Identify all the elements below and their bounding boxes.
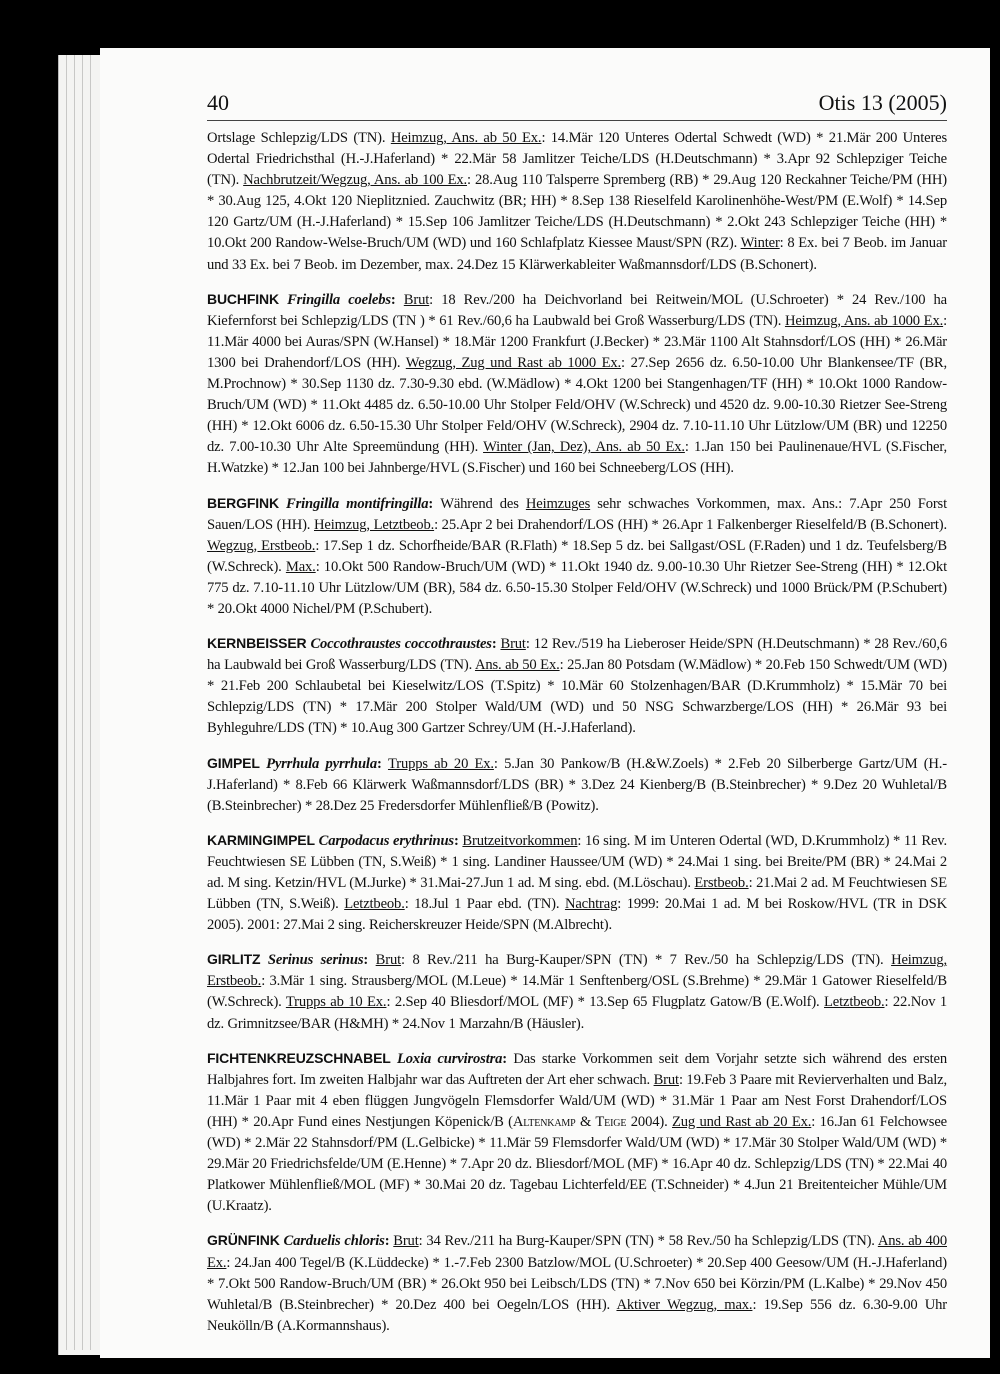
scientific-name: Loxia curvirostra — [397, 1050, 503, 1067]
species-name: BERGFINK — [207, 494, 279, 511]
section-label: Trupps ab 20 Ex. — [387, 755, 494, 772]
scientific-name: Fringilla coelebs — [287, 291, 391, 308]
section-label: Letztbeob. — [824, 994, 885, 1011]
running-header — [207, 86, 947, 121]
entry-text: : 3.Mär 1 sing. Strausberg/MOL (M.Leue) * 14.Mär 1 Senftenberg/OSL (S.Brehme) * 29.Mär 1 Gatower Rieselfeld/B (W.Schreck). — [207, 973, 947, 1011]
species-name: KARMINGIMPEL — [207, 831, 315, 848]
entry-text: : 18 Rev./200 ha Deichvorland bei Reitwein/MOL (U.Schroeter) * 24 Rev./100 ha Kiefernforst bei Schlepzig/LDS (TN ) * 61 Rev./60,6 ha Laubwald bei Groß Wasserburg/LDS (TN). — [207, 291, 948, 329]
journal-title: Otis 13 (2005) — [818, 90, 947, 115]
species-entry — [207, 949, 947, 1034]
section-label: Aktiver Wegzug, max. — [616, 1296, 753, 1313]
entry-text: : 28.Aug 110 Talsperre Spremberg (RB) * 29.Aug 120 Reckahner Teiche/PM (HH) * 30.Aug 125, 4.Okt 120 Nieplitznied. Zauchwitz (BR; HH) * 8.Sep 138 Rieselfeld Karolinenhöhe-West/PM (E.Wolf) * 14.Sep 120 Gartz/UM (H.-J.Haferland) * 15.Sep 106 Jamlitzer Teiche/LDS (H.Deutschmann) * 2.Okt 243 Schlepziger Teiche (HH) * 10.Okt 200 Randow-Welse-Bruch/UM (WD) und 160 Schlafplatz Kiessee Maust/SPN (RZ). — [207, 172, 948, 252]
citation-authors: Altenkamp & Teige — [512, 1113, 627, 1130]
entry-text: : 21.Mai 2 ad. M Feuchtwiesen SE Lübben (TN, S.Weiß). — [207, 875, 947, 913]
section-label: Nachtrag — [564, 896, 618, 913]
section-label: Letztbeob. — [344, 896, 405, 913]
species-name: GRÜNFINK — [207, 1232, 280, 1249]
section-label: Brut — [375, 952, 402, 969]
separator: : — [384, 1233, 394, 1250]
page-edge — [82, 55, 83, 1350]
entry-text: : 1999: 20.Mai 1 ad. M bei Roskow/HVL (TR in DSK 2005). 2001: 27.Mai 2 sing. Reicherskreuzer Heide/SPN (M.Albrecht). — [207, 896, 947, 934]
separator: : — [491, 636, 501, 653]
entry-text: : 1.Jan 150 bei Paulinenaue/HVL (S.Fischer, H.Watzke) * 12.Jan 100 bei Jahnberge/HVL (S.Fischer) und 160 bei Schneeberg/LOS (HH). — [207, 439, 947, 477]
entry-text: : 25.Apr 2 bei Drahendorf/LOS (HH) * 26.Apr 1 Falkenberger Rieselfeld/B (B.Schonert). — [434, 516, 947, 533]
species-name: GIRLITZ — [207, 951, 261, 968]
entry-text: : 24.Jan 400 Tegel/B (K.Lüddecke) * 1.-7.Feb 2300 Batzlow/MOL (U.Schroeter) * 20.Sep 400 Geesow/UM (H.-J.Haferland) * 7.Okt 500 Randow-Bruch/UM (BR) * 26.Okt 950 bei Leibsch/LDS (TN) * 7.Nov 650 bei Körzin/PM (L.Kalbe) * 29.Nov 450 Wuhletal/B (B.Steinbrecher) * 20.Dez 400 bei Oegeln/LOS (HH). — [207, 1254, 947, 1313]
entry-text: : 19.Sep 556 dz. 6.30-9.00 Uhr Neukölln/B (A.Kormannshaus). — [207, 1296, 947, 1334]
section-label: Brutzeitvorkommen — [462, 832, 578, 849]
entry-text: Ortslage Schlepzig/LDS (TN). — [207, 130, 391, 146]
separator: : — [377, 755, 388, 772]
page — [100, 48, 990, 1358]
section-label: Winter — [740, 235, 780, 252]
entry-text: : 12 Rev./519 ha Lieberoser Heide/SPN (H.Deutschmann) * 28 Rev./60,6 ha Laubwald bei Groß Wasserburg/LDS (TN). — [207, 636, 948, 674]
section-label: Wegzug, Erstbeob. — [207, 537, 316, 554]
species-name: KERNBEISSER — [207, 635, 307, 652]
separator: : — [390, 291, 404, 308]
section-label: Heimzug, Ans. ab 50 Ex. — [390, 130, 542, 146]
section-label: Nachbrutzeit/Wegzug, Ans. ab 100 Ex. — [243, 172, 468, 189]
page-edge — [74, 55, 75, 1350]
entry-text: : 10.Okt 500 Randow-Bruch/UM (WD) * 11.Okt 1940 dz. 9.00-10.30 Uhr Rietzer See-Streng (HH) * 12.Okt 775 dz. 7.10-11.10 Uhr Lützlow/UM (BR), 584 dz. 6.50-15.30 Stolper Feld/OHV (W.Schreck) und 1000 Brück/PM (P.Schubert) * 20.Okt 4000 Nichel/PM (P.Schubert). — [207, 558, 947, 617]
separator: : — [453, 832, 463, 849]
scientific-name: Pyrrhula pyrrhula — [266, 755, 377, 772]
section-label: Zug und Rast ab 20 Ex. — [672, 1113, 812, 1130]
separator: : — [502, 1050, 514, 1067]
section-label: Heimzug, Ans. ab 1000 Ex. — [784, 312, 944, 329]
entry-text: : 8 Rev./211 ha Burg-Kauper/SPN (TN) * 7 Rev./50 ha Schlepzig/LDS (TN). — [401, 952, 892, 969]
section-label: Ans. ab 50 Ex. — [474, 657, 560, 674]
entry-text: Während des — [440, 495, 526, 512]
species-entry — [207, 633, 947, 739]
entry-text: : 19.Feb 3 Paare mit Revierverhalten und Balz, 11.Mär 1 Paar mit 4 eben flüggen Jungvögeln Flemsdorfer Wald/UM (WD) * 31.Mär 1 Paar am Nest Forst Drahendorf/LOS (HH) * 20.Apr Fund eines Nestjungen Köpenick/B ( — [207, 1071, 948, 1130]
species-entry — [207, 289, 947, 480]
scientific-name: Carpodacus erythrinus — [318, 832, 454, 849]
separator: : — [363, 952, 376, 969]
entry-text: 2004). — [626, 1113, 673, 1130]
entry-text: : 8 Ex. bei 7 Beob. im Januar und 33 Ex. bei 7 Beob. im Dezember, max. 24.Dez 15 Klärwerkableiter Waßmannsdorf/LDS (B.Schonert). — [207, 235, 947, 273]
entry-text: : 2.Sep 40 Bliesdorf/MOL (MF) * 13.Sep 65 Flugplatz Gatow/B (E.Wolf). — [386, 994, 825, 1011]
entry-text: : 14.Mär 120 Unteres Odertal Schwedt (WD) * 21.Mär 200 Unteres Odertal Friedrichsthal (H.-J.Haferland) * 22.Mär 58 Jamlitzer Teiche/LDS (H.Deutschmann) * 3.Apr 92 Schlepziger Teiche (TN). — [207, 130, 948, 189]
section-label: Wegzug, Zug und Rast ab 1000 Ex. — [405, 354, 622, 371]
section-label: Brut — [653, 1071, 679, 1088]
species-name: FICHTENKREUZSCHNABEL — [207, 1049, 391, 1066]
page-number: 40 — [207, 90, 229, 115]
species-entry — [207, 753, 947, 817]
scientific-name: Serinus serinus — [267, 952, 364, 969]
species-entry — [207, 128, 947, 276]
entry-text: : 5.Jan 30 Pankow/B (H.&W.Zoels) * 2.Feb 20 Silberberge Gartz/UM (H.-J.Haferland) * 8.Feb 66 Klärwerk Waßmannsdorf/LDS (BR) * 3.Dez 24 Kienberg/B (B.Steinbrecher) * 9.Dez 20 Wuhletal/B (B.Steinbrecher) * 28.Dez 25 Fredersdorfer Mühlenfließ/B (Powitz). — [207, 755, 948, 814]
separator: : — [428, 495, 441, 512]
species-entry — [207, 830, 947, 936]
section-label: Ans. ab 400 Ex. — [207, 1233, 947, 1271]
species-entry — [207, 1230, 947, 1336]
entry-text: : 18.Jul 1 Paar ebd. (TN). — [404, 896, 565, 913]
entry-text: : 11.Mär 4000 bei Auras/SPN (W.Hansel) * 18.Mär 1200 Frankfurt (J.Becker) * 23.Mär 1100 Alt Stahnsdorf/LOS (HH) * 26.Mär 1300 bei Drahendorf/LOS (HH). — [207, 312, 947, 371]
species-entry — [207, 1048, 947, 1218]
scientific-name: Coccothraustes coccothraustes — [310, 636, 492, 653]
entry-text: : 16.Jan 61 Felchowsee (WD) * 2.Mär 22 Stahnsdorf/PM (L.Gelbicke) * 11.Mär 59 Flemsdorfer Wald/UM (WD) * 17.Mär 30 Stolper Wald/UM (WD) * 29.Mär 20 Friedrichsfelde/UM (E.Henne) * 7.Apr 20 dz. Bliesdorf/MOL (MF) * 16.Apr 40 dz. Schlepzig/LDS (TN) * 22.Mai 40 Platkower Mühlenfließ/MOL (MF) * 30.Mai 20 dz. Tagebau Lichterfeld/EE (T.Schneider) * 4.Jun 21 Breitenteicher Mühle/UM (U.Kraatz). — [207, 1113, 947, 1215]
scientific-name: Fringilla montifringilla — [286, 495, 429, 512]
section-label: Erstbeob. — [694, 875, 749, 891]
section-label: Brut — [393, 1233, 419, 1250]
section-label: Winter (Jan, Dez), Ans. ab 50 Ex. — [483, 439, 685, 456]
entry-text: : 25.Jan 80 Potsdam (W.Mädlow) * 20.Feb 150 Schwedt/UM (WD) * 21.Feb 200 Schlaubetal bei Kieselwitz/LOS (T.Spitz) * 10.Mär 60 Stolzenhagen/BAR (D.Krummholz) * 15.Mär 70 bei Schlepzig/LDS (TN) * 17.Mär 200 Stolper Wald/UM (WD) und 50 NSG Schwarzberge/LOS (HH) * 26.Mär 93 bei Byhleguhre/LDS (TN) * 10.Aug 300 Gartzer Schrey/UM (H.-J.Haferland). — [207, 657, 947, 737]
section-label: Brut — [500, 636, 526, 653]
species-name: GIMPEL — [207, 754, 260, 771]
article-body — [207, 128, 947, 1350]
species-entry — [207, 493, 947, 621]
section-label: Brut — [403, 291, 430, 308]
page-edge — [90, 55, 91, 1350]
species-name: BUCHFINK — [207, 290, 279, 307]
section-label: Max. — [285, 558, 316, 575]
section-label: Heimzuges — [525, 495, 591, 512]
entry-text: Das starke Vorkommen seit dem Vorjahr setzte sich während des ersten Halbjahres fort. Im zweiten Halbjahr war das Auftreten der Art eher schwach. — [207, 1050, 947, 1088]
section-label: Heimzug, Letztbeob. — [313, 516, 435, 533]
page-edge — [66, 55, 67, 1350]
entry-text: : 34 Rev./211 ha Burg-Kauper/SPN (TN) * 58 Rev./50 ha Schlepzig/LDS (TN). — [418, 1233, 878, 1250]
entry-text: sehr schwaches Vorkommen, max. Ans.: 7.Apr 250 Forst Sauen/LOS (HH). — [207, 495, 947, 533]
entry-text: : 17.Sep 1 dz. Schorfheide/BAR (R.Flath) * 18.Sep 5 dz. bei Sallgast/OSL (F.Raden) und 1 dz. Teufelsberg/B (W.Schreck). — [207, 537, 947, 575]
section-label: Trupps ab 10 Ex. — [285, 994, 387, 1011]
scientific-name: Carduelis chloris — [283, 1233, 385, 1250]
entry-text: : 16 sing. M im Unteren Odertal (WD, D.Krummholz) * 11 Rev. Feuchtwiesen SE Lübben (TN, S.Weiß) * 1 sing. Landiner Haussee/UM (WD) * 24.Mai 1 sing. bei Breite/PM (BR) * 24.Mai 2 ad. M sing. Ketzin/HVL (M.Jurke) * 31.Mai-27.Jun 1 ad. M sing. ebd. (M.Löschau). — [207, 832, 947, 891]
entry-text: : 27.Sep 2656 dz. 6.50-10.00 Uhr Blankensee/TF (BR, M.Prochnow) * 30.Sep 1130 dz. 7.30-9.30 ebd. (W.Mädlow) * 4.Okt 1200 bei Stangenhagen/TF (HH) * 10.Okt 1000 Randow-Bruch/UM (WD) * 11.Okt 4485 dz. 6.50-10.00 Uhr Stolper Feld/OHV (W.Schreck) und 4520 dz. 9.00-10.30 Rietzer See-Streng (HH) * 12.Okt 6006 dz. 6.50-15.30 Uhr Stolper Feld/OHV (W.Schreck), 2904 dz. 7.10-11.10 Uhr Lützlow/UM (BR) und 12250 dz. 7.00-10.30 Uhr Alte Spreemündung (HH). — [207, 354, 948, 456]
entry-text: : 22.Nov 1 dz. Grimnitzsee/BAR (H&MH) * 24.Nov 1 Marzahn/B (Häusler). — [207, 994, 948, 1032]
section-label: Heimzug, Erstbeob. — [207, 952, 948, 990]
